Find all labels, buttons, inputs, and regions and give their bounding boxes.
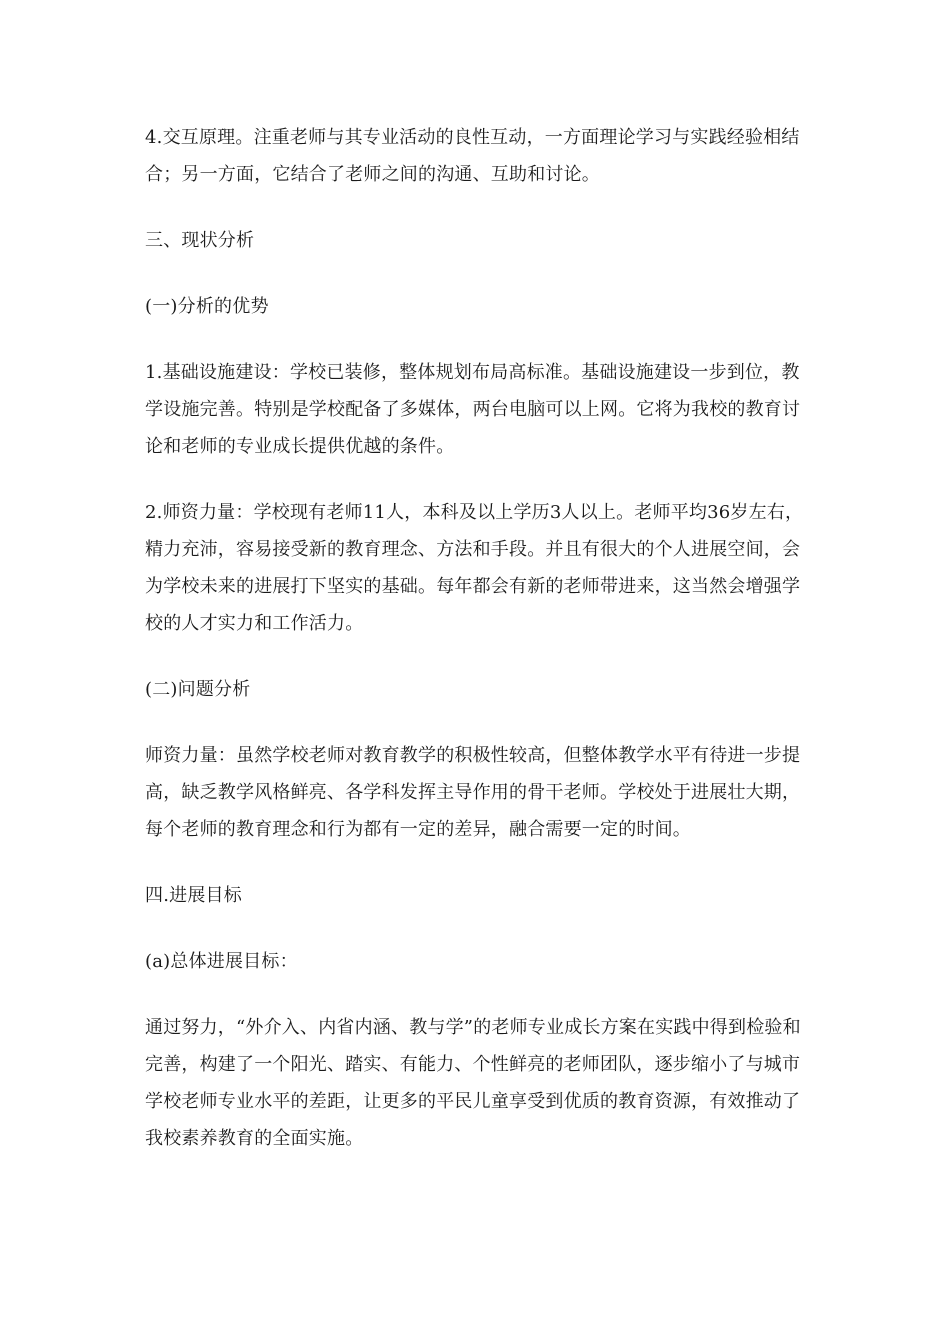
paragraph-interaction-principle: 4.交互原理。注重老师与其专业活动的良性互动，一方面理论学习与实践经验相结合；另一方面，它结合了老师之间的沟通、互助和讨论。: [145, 127, 800, 185]
section-heading-status-analysis: 三、现状分析: [145, 230, 255, 251]
paragraph-problems: 师资力量：虽然学校老师对教育教学的积极性较高，但整体教学水平有待进一步提高，缺乏教学风格鲜亮、各学科发挥主导作用的骨干老师。学校处于进展壮大期，每个老师的教育理念和行为都有一定的差异，融合需要一定的时间。: [145, 745, 801, 840]
subheading-problem-analysis: (二)问题分析: [145, 679, 251, 700]
paragraph-infrastructure: 1.基础设施建设：学校已装修，整体规划布局高标准。基础设施建设一步到位，教学设施完善。特别是学校配备了多媒体，两台电脑可以上网。它将为我校的教育讨论和老师的专业成长提供优越的条件。: [145, 362, 801, 457]
section-heading-development-goals: 四.进展目标: [145, 885, 242, 906]
subheading-advantages: (一)分析的优势: [145, 296, 269, 317]
paragraph-teaching-staff: 2.师资力量：学校现有老师11人，本科及以上学历3人以上。老师平均36岁左右，精力充沛，容易接受新的教育理念、方法和手段。并且有很大的个人进展空间，会为学校未来的进展打下坚实的基础。每年都会有新的老师带进来，这当然会增强学校的人才实力和工作活力。: [145, 502, 804, 634]
subheading-overall-goals: (a)总体进展目标：: [145, 951, 298, 972]
paragraph-overall-goals: 通过努力，“外介入、内省内涵、教与学”的老师专业成长方案在实践中得到检验和完善，构建了一个阳光、踏实、有能力、个性鲜亮的老师团队，逐步缩小了与城市学校老师专业水平的差距，让更多的平民儿童享受到优质的教育资源，有效推动了我校素养教育的全面实施。: [145, 1017, 801, 1149]
document-body: [145, 119, 805, 1157]
